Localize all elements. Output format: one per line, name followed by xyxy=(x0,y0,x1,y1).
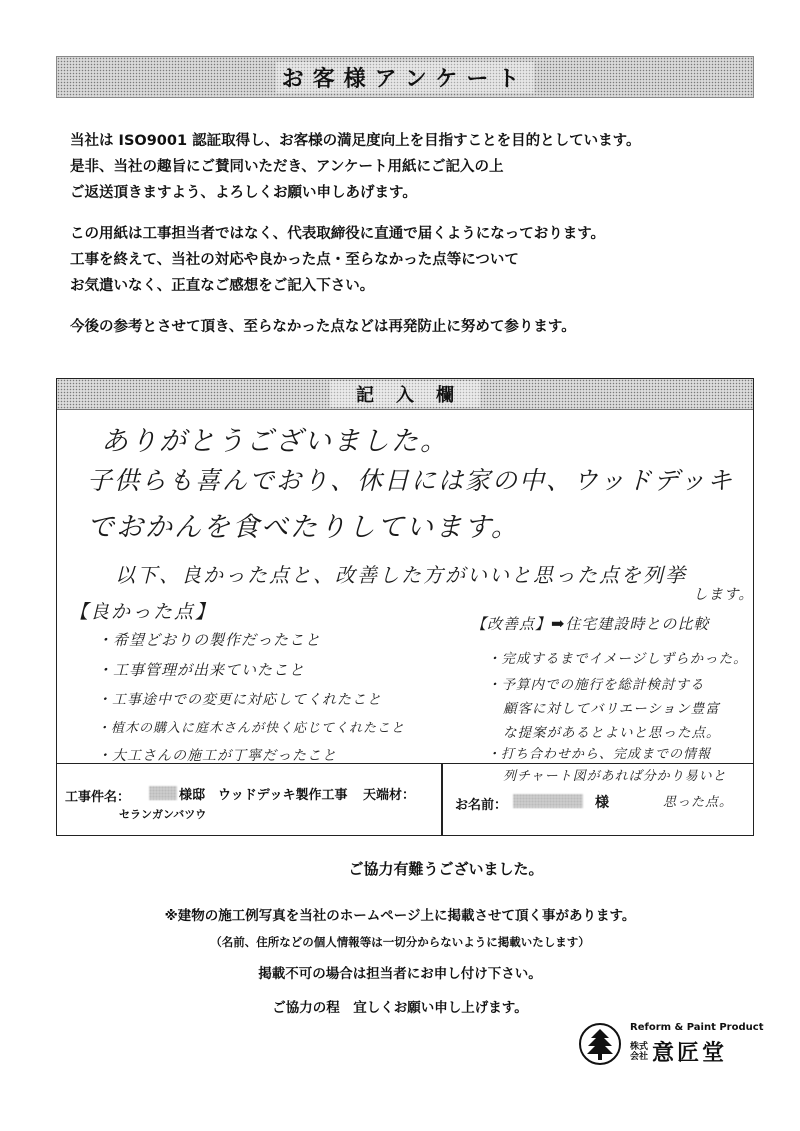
intro-line: この用紙は工事担当者ではなく、代表取締役に直通で届くようになっております。 xyxy=(70,226,606,242)
pine-tree-logo-icon xyxy=(578,1022,622,1066)
closing-request: ご協力の程 宜しくお願い申し上げます。 xyxy=(272,1000,528,1016)
company-logo xyxy=(578,1020,764,1074)
material-label: 天端材： xyxy=(363,788,416,803)
intro-paragraph-1 xyxy=(70,128,750,206)
customer-name-suffix: 様 xyxy=(595,795,609,811)
form-header xyxy=(57,379,753,410)
handwriting-line: します。 xyxy=(693,587,754,603)
refusal-note: 掲載不可の場合は担当者にお申し付け下さい。 xyxy=(258,966,542,982)
customer-name-label: お名前： xyxy=(455,798,508,813)
good-point-item: ・工事途中での変更に対応してくれたこと xyxy=(97,692,382,708)
redacted-project-name xyxy=(149,786,177,800)
intro-paragraph-3 xyxy=(70,314,750,340)
footer-divider xyxy=(441,764,443,836)
intro-line: 工事を終えて、当社の対応や良かった点・至らなかった点等について xyxy=(70,252,519,268)
improve-item: 列チャート図があれば分かり易いと xyxy=(503,769,727,784)
thanks-message: ご協力有難うございました。 xyxy=(348,860,544,878)
intro-line: お気遣いなく、正直なご感想をご記入下さい。 xyxy=(70,278,375,294)
page-title: お客様アンケート xyxy=(276,62,535,93)
improve-item: な提案があるとよいと思った点。 xyxy=(503,725,721,741)
project-label: 工事件名： xyxy=(65,790,131,805)
intro-line: ご返送頂きますよう、よろしくお願い申しあげます。 xyxy=(70,185,417,201)
material-value: セランガンバツウ xyxy=(119,808,207,821)
improve-heading-suffix: 住宅建設時との比較 xyxy=(565,615,710,633)
form-header-label: 記入欄 xyxy=(330,381,480,407)
logo-company-name: 意匠堂 xyxy=(652,1040,728,1066)
improve-heading-label: 【改善点】 xyxy=(471,615,552,633)
good-point-item: ・希望どおりの製作だったこと xyxy=(97,631,322,649)
improve-item: ・完成するまでイメージしずらかった。 xyxy=(487,651,748,667)
improve-heading xyxy=(471,613,709,634)
good-point-item: ・工事管理が出来ていたこと xyxy=(97,661,306,679)
improve-item: ・予算内での施行を総計検討する xyxy=(487,677,705,693)
handwriting-line: ありがとうございました。 xyxy=(101,426,449,457)
intro-line: 当社は ISO9001 認証取得し、お客様の満足度向上を目指すことを目的としています。 xyxy=(70,133,641,149)
intro-line: 是非、当社の趣旨にご賛同いただき、アンケート用紙にご記入の上 xyxy=(70,159,504,175)
logo-kabushiki: 株式会社 xyxy=(630,1042,649,1062)
handwriting-line: 子供らも喜んでおり、休日には家の中、ウッドデッキ xyxy=(87,466,735,495)
form-footer xyxy=(57,763,753,836)
improve-item: ・打ち合わせから、完成までの情報 xyxy=(487,747,712,762)
good-point-item: ・大工さんの施工が丁寧だったこと xyxy=(97,748,337,764)
logo-tagline: Reform & Paint Product xyxy=(630,1022,764,1033)
good-points-heading: 【良かった点】 xyxy=(69,601,217,623)
entry-form xyxy=(56,378,754,836)
privacy-note: （名前、住所などの個人情報等は一切分からないように掲載いたします） xyxy=(210,935,590,949)
improve-item: 顧客に対してバリエーション豊富 xyxy=(503,701,720,717)
intro-line: 今後の参考とさせて頂き、至らなかった点などは再発防止に努めて参ります。 xyxy=(70,319,576,335)
redacted-customer-name xyxy=(513,794,583,808)
handwriting-line: 以下、良かった点と、改善した方がいいと思った点を列挙 xyxy=(115,563,687,587)
intro-paragraph-2 xyxy=(70,221,750,299)
handwriting-line: でおかんを食べたりしています。 xyxy=(87,512,520,543)
good-point-item: ・植木の購入に庭木さんが快く応じてくれたこと xyxy=(97,721,406,736)
improve-item: 思った点。 xyxy=(663,795,734,810)
title-banner xyxy=(56,56,754,98)
photo-notice: ※建物の施工例写真を当社のホームページ上に掲載させて頂く事があります。 xyxy=(164,908,636,924)
arrow-right-icon: ➡ xyxy=(551,614,566,633)
intro-text xyxy=(70,128,750,355)
project-name-suffix: 様邸 ウッドデッキ製作工事 xyxy=(179,788,348,803)
